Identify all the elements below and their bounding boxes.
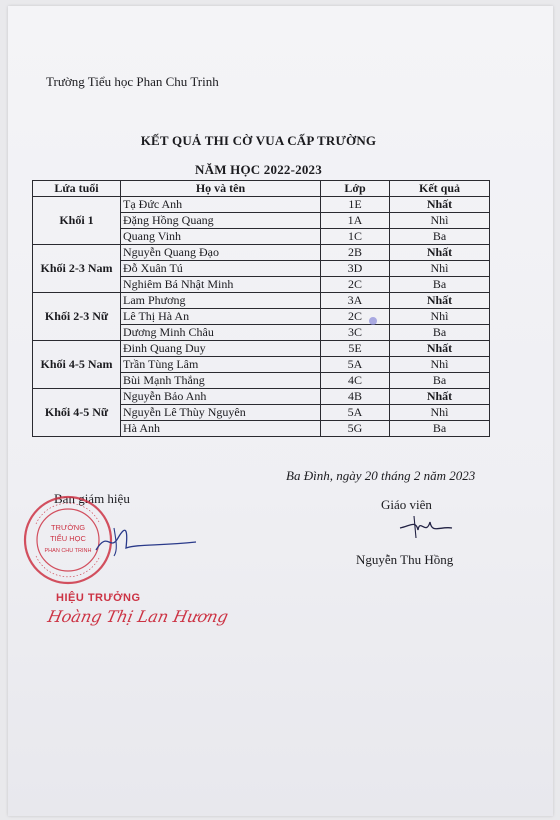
class-cell: 2C (321, 277, 390, 293)
svg-text:TIỂU HỌC: TIỂU HỌC (50, 534, 86, 543)
table-row (33, 341, 490, 357)
name-cell: Đặng Hồng Quang (121, 213, 321, 229)
age-group-cell: Khối 4-5 Nữ (33, 389, 121, 437)
name-cell: Lam Phương (121, 293, 321, 309)
class-cell: 3D (321, 261, 390, 277)
name-cell: Đinh Quang Duy (121, 341, 321, 357)
name-cell: Hà Anh (121, 421, 321, 437)
result-cell: Ba (390, 325, 490, 341)
table-row (33, 293, 490, 309)
document-title: KẾT QUẢ THI CỜ VUA CẤP TRƯỜNG (140, 133, 377, 148)
result-cell: Nhất (390, 389, 490, 405)
age-group-cell: Khối 4-5 Nam (33, 341, 121, 389)
class-cell: 5A (321, 357, 390, 373)
class-cell: 5A (321, 405, 390, 421)
result-cell: Ba (390, 421, 490, 437)
class-cell: 2B (321, 245, 390, 261)
board-signature (88, 520, 198, 560)
result-cell: Nhất (390, 245, 490, 261)
class-cell: 4C (321, 373, 390, 389)
result-cell: Ba (390, 229, 490, 245)
age-group-cell: Khối 2-3 Nam (33, 245, 121, 293)
name-cell: Bùi Mạnh Thắng (121, 373, 321, 389)
teacher-signature (396, 512, 456, 542)
table-row (33, 245, 490, 261)
name-cell: Quang Vinh (121, 229, 321, 245)
class-cell: 5E (321, 341, 390, 357)
table-row (33, 197, 490, 213)
name-cell: Đỗ Xuân Tú (121, 261, 321, 277)
result-cell: Nhì (390, 405, 490, 421)
class-cell: 1A (321, 213, 390, 229)
class-cell: 3A (321, 293, 390, 309)
signing-date: Ba Đình, ngày 20 tháng 2 năm 2023 (286, 468, 476, 483)
result-cell: Nhất (390, 197, 490, 213)
table-row (33, 389, 490, 405)
result-cell: Ba (390, 373, 490, 389)
principal-name-signature: Hoàng Thị Lan Hương (45, 607, 230, 626)
blue-dot-mark (369, 317, 377, 325)
results-table (32, 180, 490, 437)
teacher-name: Nguyễn Thu Hồng (356, 552, 454, 567)
col-age-group: Lứa tuổi (33, 181, 121, 197)
result-cell: Nhì (390, 357, 490, 373)
col-result: Kết quả (390, 181, 490, 197)
col-name: Họ và tên (121, 181, 321, 197)
svg-text:TRƯỜNG: TRƯỜNG (50, 523, 86, 532)
name-cell: Trần Tùng Lâm (121, 357, 321, 373)
school-name: Trường Tiểu học Phan Chu Trinh (46, 74, 219, 89)
result-cell: Ba (390, 277, 490, 293)
result-cell: Nhì (390, 261, 490, 277)
result-cell: Nhì (390, 213, 490, 229)
result-cell: Nhì (390, 309, 490, 325)
results-body (33, 197, 490, 437)
name-cell: Dương Minh Châu (121, 325, 321, 341)
class-cell: 1C (321, 229, 390, 245)
svg-text:PHAN CHU TRINH: PHAN CHU TRINH (44, 548, 92, 554)
table-header-row (33, 181, 490, 197)
class-cell: 3C (321, 325, 390, 341)
age-group-cell: Khối 2-3 Nữ (33, 293, 121, 341)
class-cell: 4B (321, 389, 390, 405)
col-class: Lớp (321, 181, 390, 197)
name-cell: Nguyễn Bảo Anh (121, 389, 321, 405)
class-cell: 2C (321, 309, 390, 325)
name-cell: Lê Thị Hà An (121, 309, 321, 325)
name-cell: Nguyễn Quang Đạo (121, 245, 321, 261)
class-cell: 1E (321, 197, 390, 213)
name-cell: Nghiêm Bá Nhật Minh (121, 277, 321, 293)
result-cell: Nhất (390, 293, 490, 309)
result-cell: Nhất (390, 341, 490, 357)
age-group-cell: Khối 1 (33, 197, 121, 245)
teacher-role: Giáo viên (381, 497, 432, 512)
school-year: NĂM HỌC 2022-2023 (195, 162, 322, 177)
board-label: Ban giám hiệu (54, 491, 130, 506)
class-cell: 5G (321, 421, 390, 437)
name-cell: Tạ Đức Anh (121, 197, 321, 213)
name-cell: Nguyễn Lê Thùy Nguyên (121, 405, 321, 421)
principal-title: HIỆU TRƯỞNG (56, 592, 141, 604)
